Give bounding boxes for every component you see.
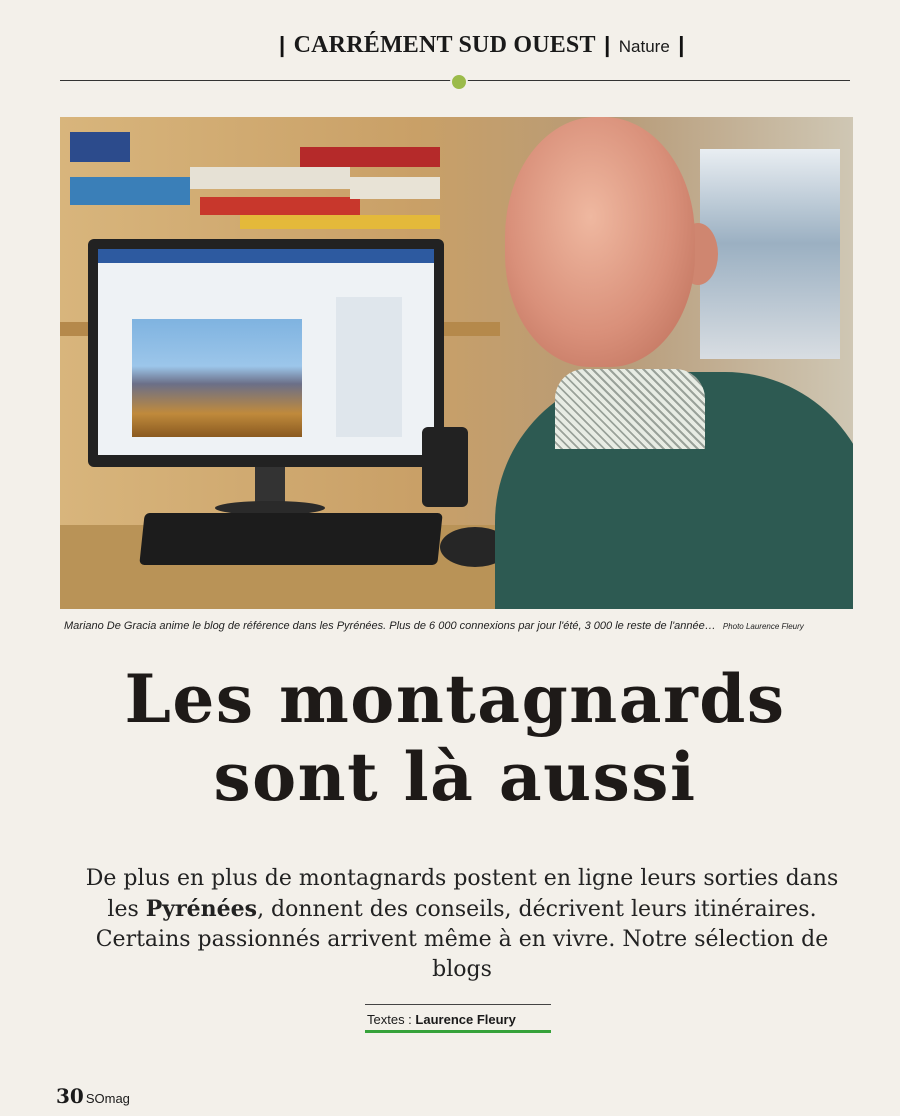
headline-line-1: Les montagnards	[124, 660, 786, 738]
photo-monitor-screen	[98, 249, 434, 455]
article-photo	[60, 117, 853, 609]
section-header	[60, 28, 850, 80]
photo-caption-text: Mariano De Gracia anime le blog de référence dans les Pyrénées. Plus de 6 000 connexions par jour l'été, 3 000 le reste de l'année…	[64, 620, 716, 632]
photo-keyboard	[139, 513, 442, 565]
magazine-name: SOmag	[85, 1091, 130, 1106]
photo-book	[240, 215, 440, 229]
standfirst-text-end: , donnent des conseils, décrivent leurs itinéraires. Certains passionnés arrivent même à en vivre. Notre sélection de blogs	[95, 897, 829, 982]
header-separator: |	[678, 32, 685, 57]
header-separator: |	[279, 32, 286, 57]
standfirst-text-start: De plus en plus de montagnards postent en ligne leurs sorties dans les	[85, 866, 839, 922]
subsection-name: Nature	[618, 37, 670, 56]
article-standfirst	[82, 864, 842, 985]
byline-rule-top	[365, 1004, 551, 1005]
byline-rule-accent	[365, 1030, 551, 1033]
photo-speaker	[422, 427, 468, 507]
photo-book	[350, 177, 440, 199]
photo-screen-mountain-image	[132, 319, 302, 437]
header-separator: |	[604, 32, 611, 57]
photo-caption	[64, 620, 854, 632]
article-byline	[367, 1012, 549, 1027]
photo-screen-sidebar	[336, 297, 402, 437]
article-headline	[60, 660, 850, 816]
photo-book	[190, 167, 350, 189]
page-footer	[56, 1084, 130, 1108]
photo-book	[200, 197, 360, 215]
photo-monitor	[88, 239, 444, 467]
photo-person-head	[505, 117, 695, 367]
byline-label: Textes :	[367, 1012, 416, 1027]
headline-line-2: sont là aussi	[213, 738, 697, 816]
standfirst-emphasis: Pyrénées	[145, 896, 258, 922]
photo-book	[70, 177, 190, 205]
photo-wall-poster	[700, 149, 840, 359]
section-name: CARRÉMENT SUD OUEST	[293, 32, 596, 58]
photo-person-collar	[555, 369, 705, 449]
photo-credit: Photo Laurence Fleury	[722, 622, 804, 631]
byline-author: Laurence Fleury	[415, 1012, 516, 1027]
photo-screen-bar	[98, 249, 434, 263]
page-number: 30	[56, 1084, 84, 1108]
photo-book	[300, 147, 440, 167]
photo-book	[70, 132, 130, 162]
section-label	[275, 32, 688, 59]
header-dot-ornament	[450, 73, 468, 91]
